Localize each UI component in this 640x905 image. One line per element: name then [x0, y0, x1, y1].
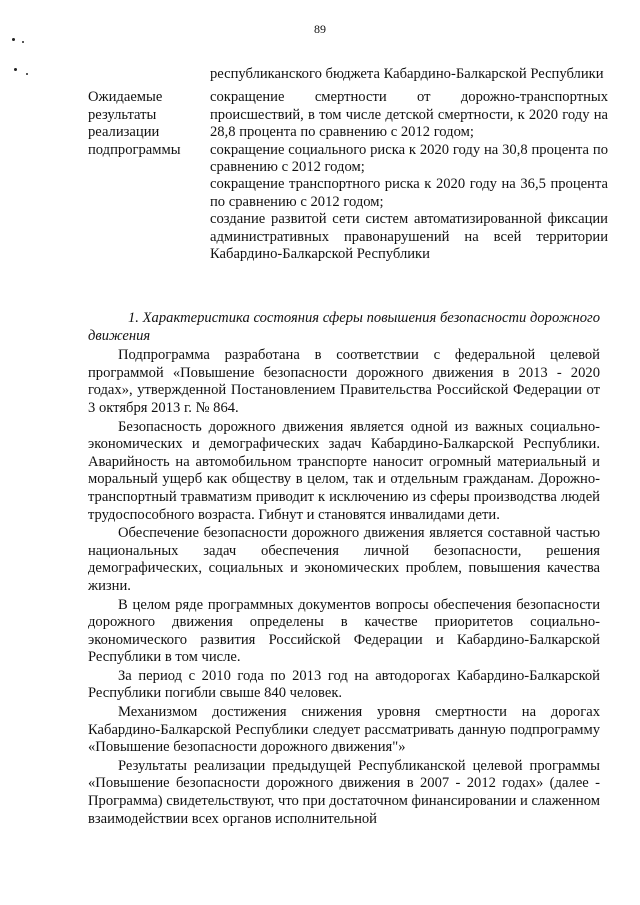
table-row	[88, 89, 608, 263]
table-row	[88, 66, 608, 83]
scan-speck	[26, 73, 28, 75]
scan-speck	[12, 38, 15, 41]
paragraph: Подпрограмма разработана в соответствии с федеральной целевой программой «Повышение безопасности дорожного движения в 2013 - 2020 годах», утвержденной Постановлением Правительства Российской Федерации от 3 октября 2013 г. № 864.	[88, 347, 600, 416]
paragraph: Безопасность дорожного движения является одной из важных социально-экономических и демографических задач Кабардино-Балкарской Республики. Аварийность на автомобильном транспорте наносит огромный материальный и моральный ущерб как обществу в целом, так и отдельным гражданам. Дорожно-транспортный травматизм приводит к исключению из сферы производства людей трудоспособного возраста. Гибнут и становятся инвалидами дети.	[88, 418, 600, 523]
passport-table	[88, 66, 608, 263]
row-values	[210, 89, 608, 263]
scan-speck	[22, 41, 24, 43]
row-label	[88, 66, 210, 83]
scan-speck	[14, 68, 17, 71]
row-value: создание развитой сети систем автоматизированной фиксации административных правонарушений на всей территории Кабардино-Балкарской Республики	[210, 211, 608, 263]
paragraph: Механизмом достижения снижения уровня смертности на дорогах Кабардино-Балкарской Республики следует рассматривать данную подпрограмму «Повышение безопасности дорожного движения"»	[88, 704, 600, 756]
row-value: сокращение транспортного риска к 2020 году на 36,5 процента по сравнению с 2012 годом;	[210, 176, 608, 210]
row-value: сокращение социального риска к 2020 году на 30,8 процента по сравнению с 2012 годом;	[210, 141, 608, 176]
page-number: 89	[314, 22, 326, 36]
paragraph: Результаты реализации предыдущей Республиканской целевой программы «Повышение безопасности дорожного движения в 2007 - 2012 годах» (далее - Программа) свидетельствуют, что при достаточном финансировании и слаженном взаимодействии всех органов исполнительной	[88, 757, 600, 827]
section-body	[88, 310, 600, 829]
paragraph: В целом ряде программных документов вопросы обеспечения безопасности дорожного движения определены в качестве приоритетов социально-экономического развития Российской Федерации и Кабардино-Балкарской Республики в том числе.	[88, 596, 600, 666]
row-values	[210, 66, 608, 83]
row-value: республиканского бюджета Кабардино-Балкарской Республики	[210, 66, 604, 82]
paragraph: За период с 2010 года по 2013 год на автодорогах Кабардино-Балкарской Республики погибли свыше 840 человек.	[88, 667, 600, 702]
row-label: Ожидаемые результаты реализации подпрограммы	[88, 89, 181, 158]
row-value: сокращение смертности от дорожно-транспортных происшествий, в том числе детской смертности, к 2020 году на 28,8 процента по сравнению с 2012 годом;	[210, 89, 608, 141]
section-title: 1. Характеристика состояния сферы повышения безопасности дорожного движения	[88, 310, 600, 344]
paragraph: Обеспечение безопасности дорожного движения является составной частью национальных задач обеспечения личной безопасности, решения демографических, социальных и экономических проблем, повышения качества жизни.	[88, 525, 600, 594]
